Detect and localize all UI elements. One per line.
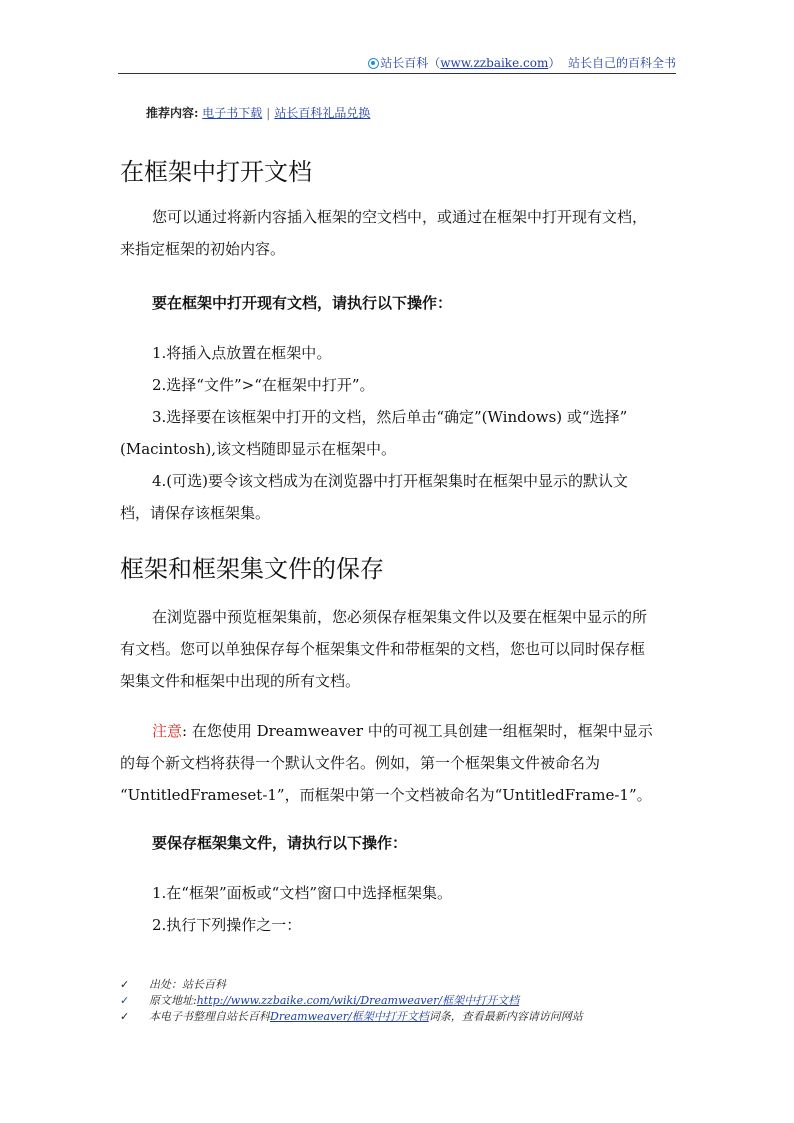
recommend-bar [146,104,370,121]
note-line: “UntitledFrameset-1”，而框架中第一个文档被命名为“UntitledFrame-1”。 [120,786,652,804]
footer-ebook-prefix: 本电子书整理自站长百科 [149,1010,270,1023]
section1-procedure-heading [120,287,676,319]
section2-intro-line: 有文档。您可以单独保存每个框架集文件和带框架的文档，您也可以同时保存框 [120,640,646,658]
check-icon: ✓ [120,1010,130,1023]
page-footer [120,977,583,1025]
step-item: 1.将插入点放置在框架中。 [152,344,332,362]
footer-source-row [120,977,583,993]
section2-intro-line: 在浏览器中预览框架集前，您必须保存框架集文件以及要在框架中显示的所 [152,608,648,626]
procedure-heading-text: 要保存框架集文件，请执行以下操作： [152,834,408,852]
section2-note [120,715,676,811]
note-line [120,715,676,747]
check-icon: ✓ [120,978,130,991]
footer-original-label: 原文地址: [149,994,197,1007]
gift-exchange-link[interactable]: 站长百科礼品兑换 [274,106,371,120]
site-slogan: 站长自己的百科全书 [567,56,676,70]
step-item: (Macintosh),该文档随即显示在框架中。 [120,440,397,458]
section1-intro-line: 您可以通过将新内容插入框架的空文档中，或通过在框架中打开现有文档， [152,208,648,226]
section2-title: 框架和框架集文件的保存 [120,555,384,583]
ebook-download-link[interactable]: 电子书下载 [202,106,263,120]
step-item: 3.选择要在该框架中打开的文档，然后单击“确定”(Windows) 或“选择” [152,408,628,426]
footer-original-row [120,993,583,1009]
note-text: : 在您使用 Dreamweaver 中的可视工具创建一组框架时，框架中显示 [182,722,653,740]
note-label: 注意 [152,722,183,740]
step-item: 4.(可选)要令该文档成为在浏览器中打开框架集时在框架中显示的默认文 [152,472,629,490]
ebook-entry-link[interactable]: Dreamweaver/框架中打开文档 [270,1010,429,1023]
section2-procedure-heading [120,827,676,859]
site-logo-icon [368,58,379,69]
check-icon: ✓ [120,994,130,1007]
section1-intro-line: 来指定框架的初始内容。 [120,240,286,258]
footer-ebook-row [120,1009,583,1025]
recommend-label: 推荐内容: [146,106,199,120]
step-item: 1.在“框架”面板或“文档”窗口中选择框架集。 [152,884,452,902]
note-line: 的每个新文档将获得一个默认文件名。例如，第一个框架集文件被命名为 [120,754,601,772]
footer-source: 出处：站长百科 [149,978,226,991]
step-item: 档，请保存该框架集。 [120,504,271,522]
section1-intro [120,201,676,265]
procedure-heading-text: 要在框架中打开现有文档，请执行以下操作： [152,294,453,312]
page-header [118,54,676,74]
site-name: 站长百科（ [380,56,441,70]
section2-steps [120,877,676,941]
step-item: 2.选择“文件”>“在框架中打开”。 [152,376,375,394]
original-url-link[interactable]: http://www.zzbaike.com/wiki/Dreamweaver/框架中打开文档 [196,994,520,1007]
footer-ebook-suffix: 词条，查看最新内容请访问网站 [428,1010,583,1023]
recommend-separator: | [266,106,271,120]
site-url-link[interactable]: www.zzbaike.com [440,56,549,70]
section1-title: 在框架中打开文档 [120,158,312,186]
step-item: 2.执行下列操作之一： [152,916,302,934]
section2-intro [120,601,676,697]
section2-intro-line: 架集文件和框架中出现的所有文档。 [120,672,361,690]
section1-steps [120,337,676,529]
site-name-close: ） [548,56,561,70]
